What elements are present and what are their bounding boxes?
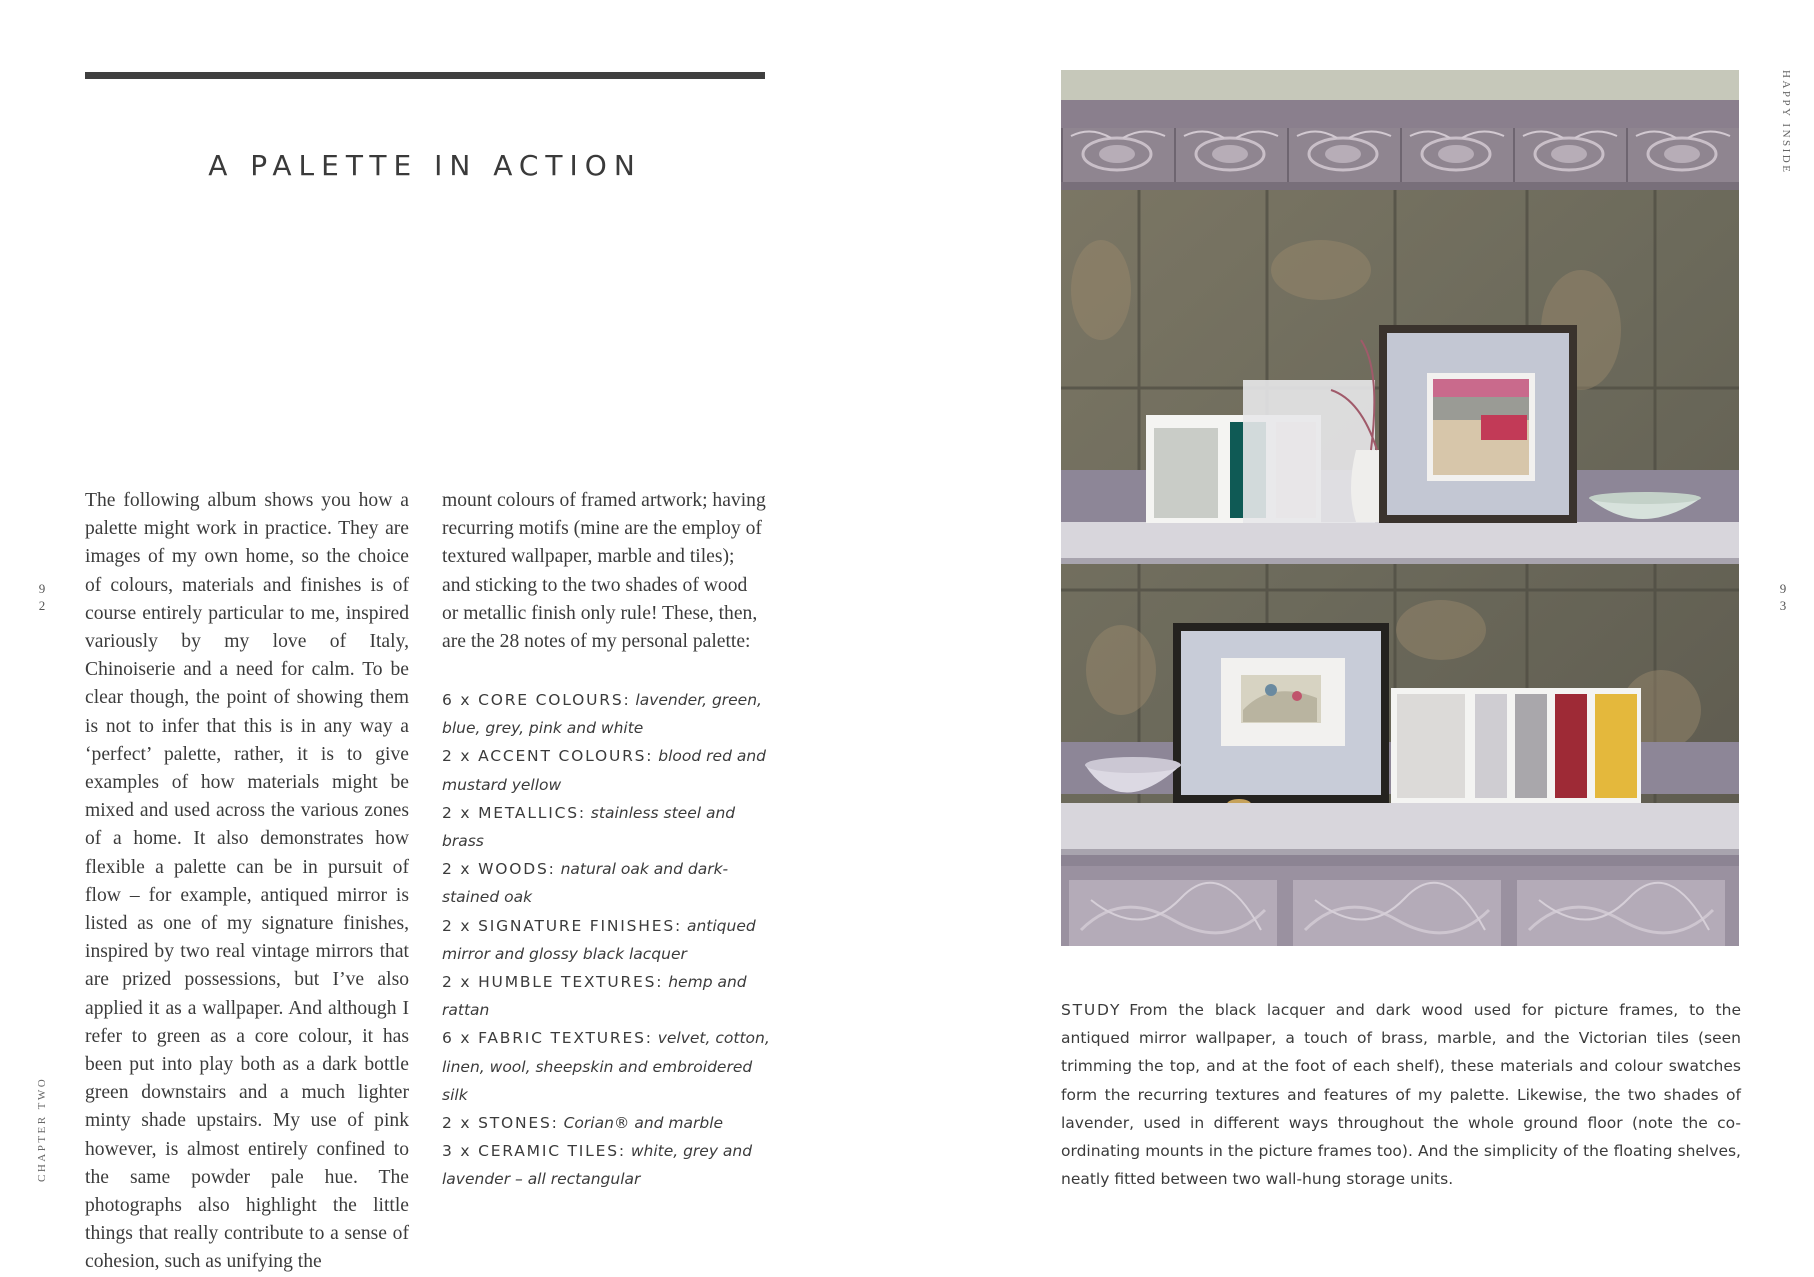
palette-desc: antiqued mirror and glossy black lacquer [442, 916, 756, 963]
page-number-digit: 9 [1779, 581, 1787, 596]
page-number-digit: 9 [38, 581, 46, 596]
caption-label: STUDY [1061, 1001, 1122, 1019]
palette-item [442, 1137, 772, 1193]
page-number-left [35, 580, 49, 614]
page-number-digit: 3 [1779, 598, 1787, 613]
palette-item [442, 799, 772, 855]
palette-item [442, 968, 772, 1024]
palette-label: 6 x CORE COLOURS: [442, 691, 631, 709]
title-rule [85, 72, 765, 79]
palette-desc: stainless steel and brass [442, 803, 736, 851]
palette-label: 2 x SIGNATURE FINISHES: [442, 916, 683, 935]
palette-label: 3 x CERAMIC TILES: [442, 1142, 626, 1161]
palette-label: 6 x FABRIC TEXTURES: [442, 1029, 653, 1048]
palette-desc: velvet, cotton, linen, wool, sheepskin and embroidered silk [442, 1029, 770, 1104]
palette-label: 2 x ACCENT COLOURS: [442, 747, 654, 766]
palette-desc: blood red and mustard yellow [442, 747, 766, 794]
palette-label: 2 x WOODS: [442, 860, 556, 879]
palette-list [442, 686, 772, 1194]
caption-text: From the black lacquer and dark wood used for picture frames, to the antiqued mirror wallpaper, a touch of brass, marble, and the Victorian tiles (seen trimming the top, and at the foot of each shelf), these materials and colour swatches form the recurring textures and features of my palette. Likewise, the two shades of lavender, used in different ways throughout the whole ground floor (note the co-ordinating mounts in the picture frames too). And the simplicity of the floating shelves, neatly fitted between two wall-hung storage units. [1061, 1001, 1741, 1189]
palette-desc: Corian® and marble [563, 1114, 724, 1133]
page-number-right [1776, 580, 1790, 614]
study-photo [1061, 70, 1739, 946]
body-column-1 [85, 487, 409, 1277]
palette-desc: natural oak and dark-stained oak [442, 860, 729, 907]
running-head-left: CHAPTER TWO [36, 1076, 48, 1182]
body-text-1: The following album shows you how a palette might work in practice. They are images of my own home, so the choice of colours, materials and finishes is of course entirely particular to me, inspired variously by my love of Italy, Chinoiserie and a need for calm. To be clear though, the point of showing them is not to infer that this is in any way a ‘perfect’ palette, rather, it is to give examples of how materials might be mixed and used across the various zones of a home. It also demonstrates how flexible a palette can be in pursuit of flow – for example, antiqued mirror is listed as one of my signature finishes, inspired by two real vintage mirrors that are prized possessions, but I’ve also applied it as a wallpaper. And although I refer to green as a core colour, it has been put into play both as a dark bottle green downstairs and a much lighter minty shade upstairs. My use of pink however, is almost entirely confined to the same powder pale hue. The photographs also highlight the little things that really contribute to a sense of cohesion, such as unifying the [85, 490, 409, 1273]
body-column-2 [442, 487, 767, 656]
page-number-digit: 2 [38, 598, 46, 613]
palette-item [442, 855, 772, 911]
palette-item [442, 912, 772, 968]
study-photo-illustration [1061, 70, 1739, 946]
palette-item [442, 1024, 772, 1109]
palette-desc: hemp and rattan [442, 973, 747, 1020]
palette-desc: white, grey and lavender – all rectangular [442, 1142, 753, 1189]
palette-item [442, 742, 772, 798]
palette-label: 2 x HUMBLE TEXTURES: [442, 973, 664, 992]
palette-label: 2 x METALLICS: [442, 803, 586, 822]
swatch-top [1154, 428, 1218, 518]
palette-item [442, 686, 772, 742]
palette-desc: lavender, green, blue, grey, pink and white [442, 691, 762, 738]
photo-caption [1061, 996, 1741, 1193]
palette-label: 2 x STONES: [442, 1114, 559, 1133]
palette-item [442, 1109, 772, 1137]
page-title: A PALETTE IN ACTION [208, 148, 642, 182]
body-text-2: mount colours of framed artwork; having recurring motifs (mine are the employ of textured wallpaper, marble and tiles); and sticking to the two shades of wood or metallic finish only rule! These, then, are the 28 notes of my personal palette: [442, 490, 766, 653]
running-head-right: HAPPY INSIDE [1780, 70, 1792, 175]
